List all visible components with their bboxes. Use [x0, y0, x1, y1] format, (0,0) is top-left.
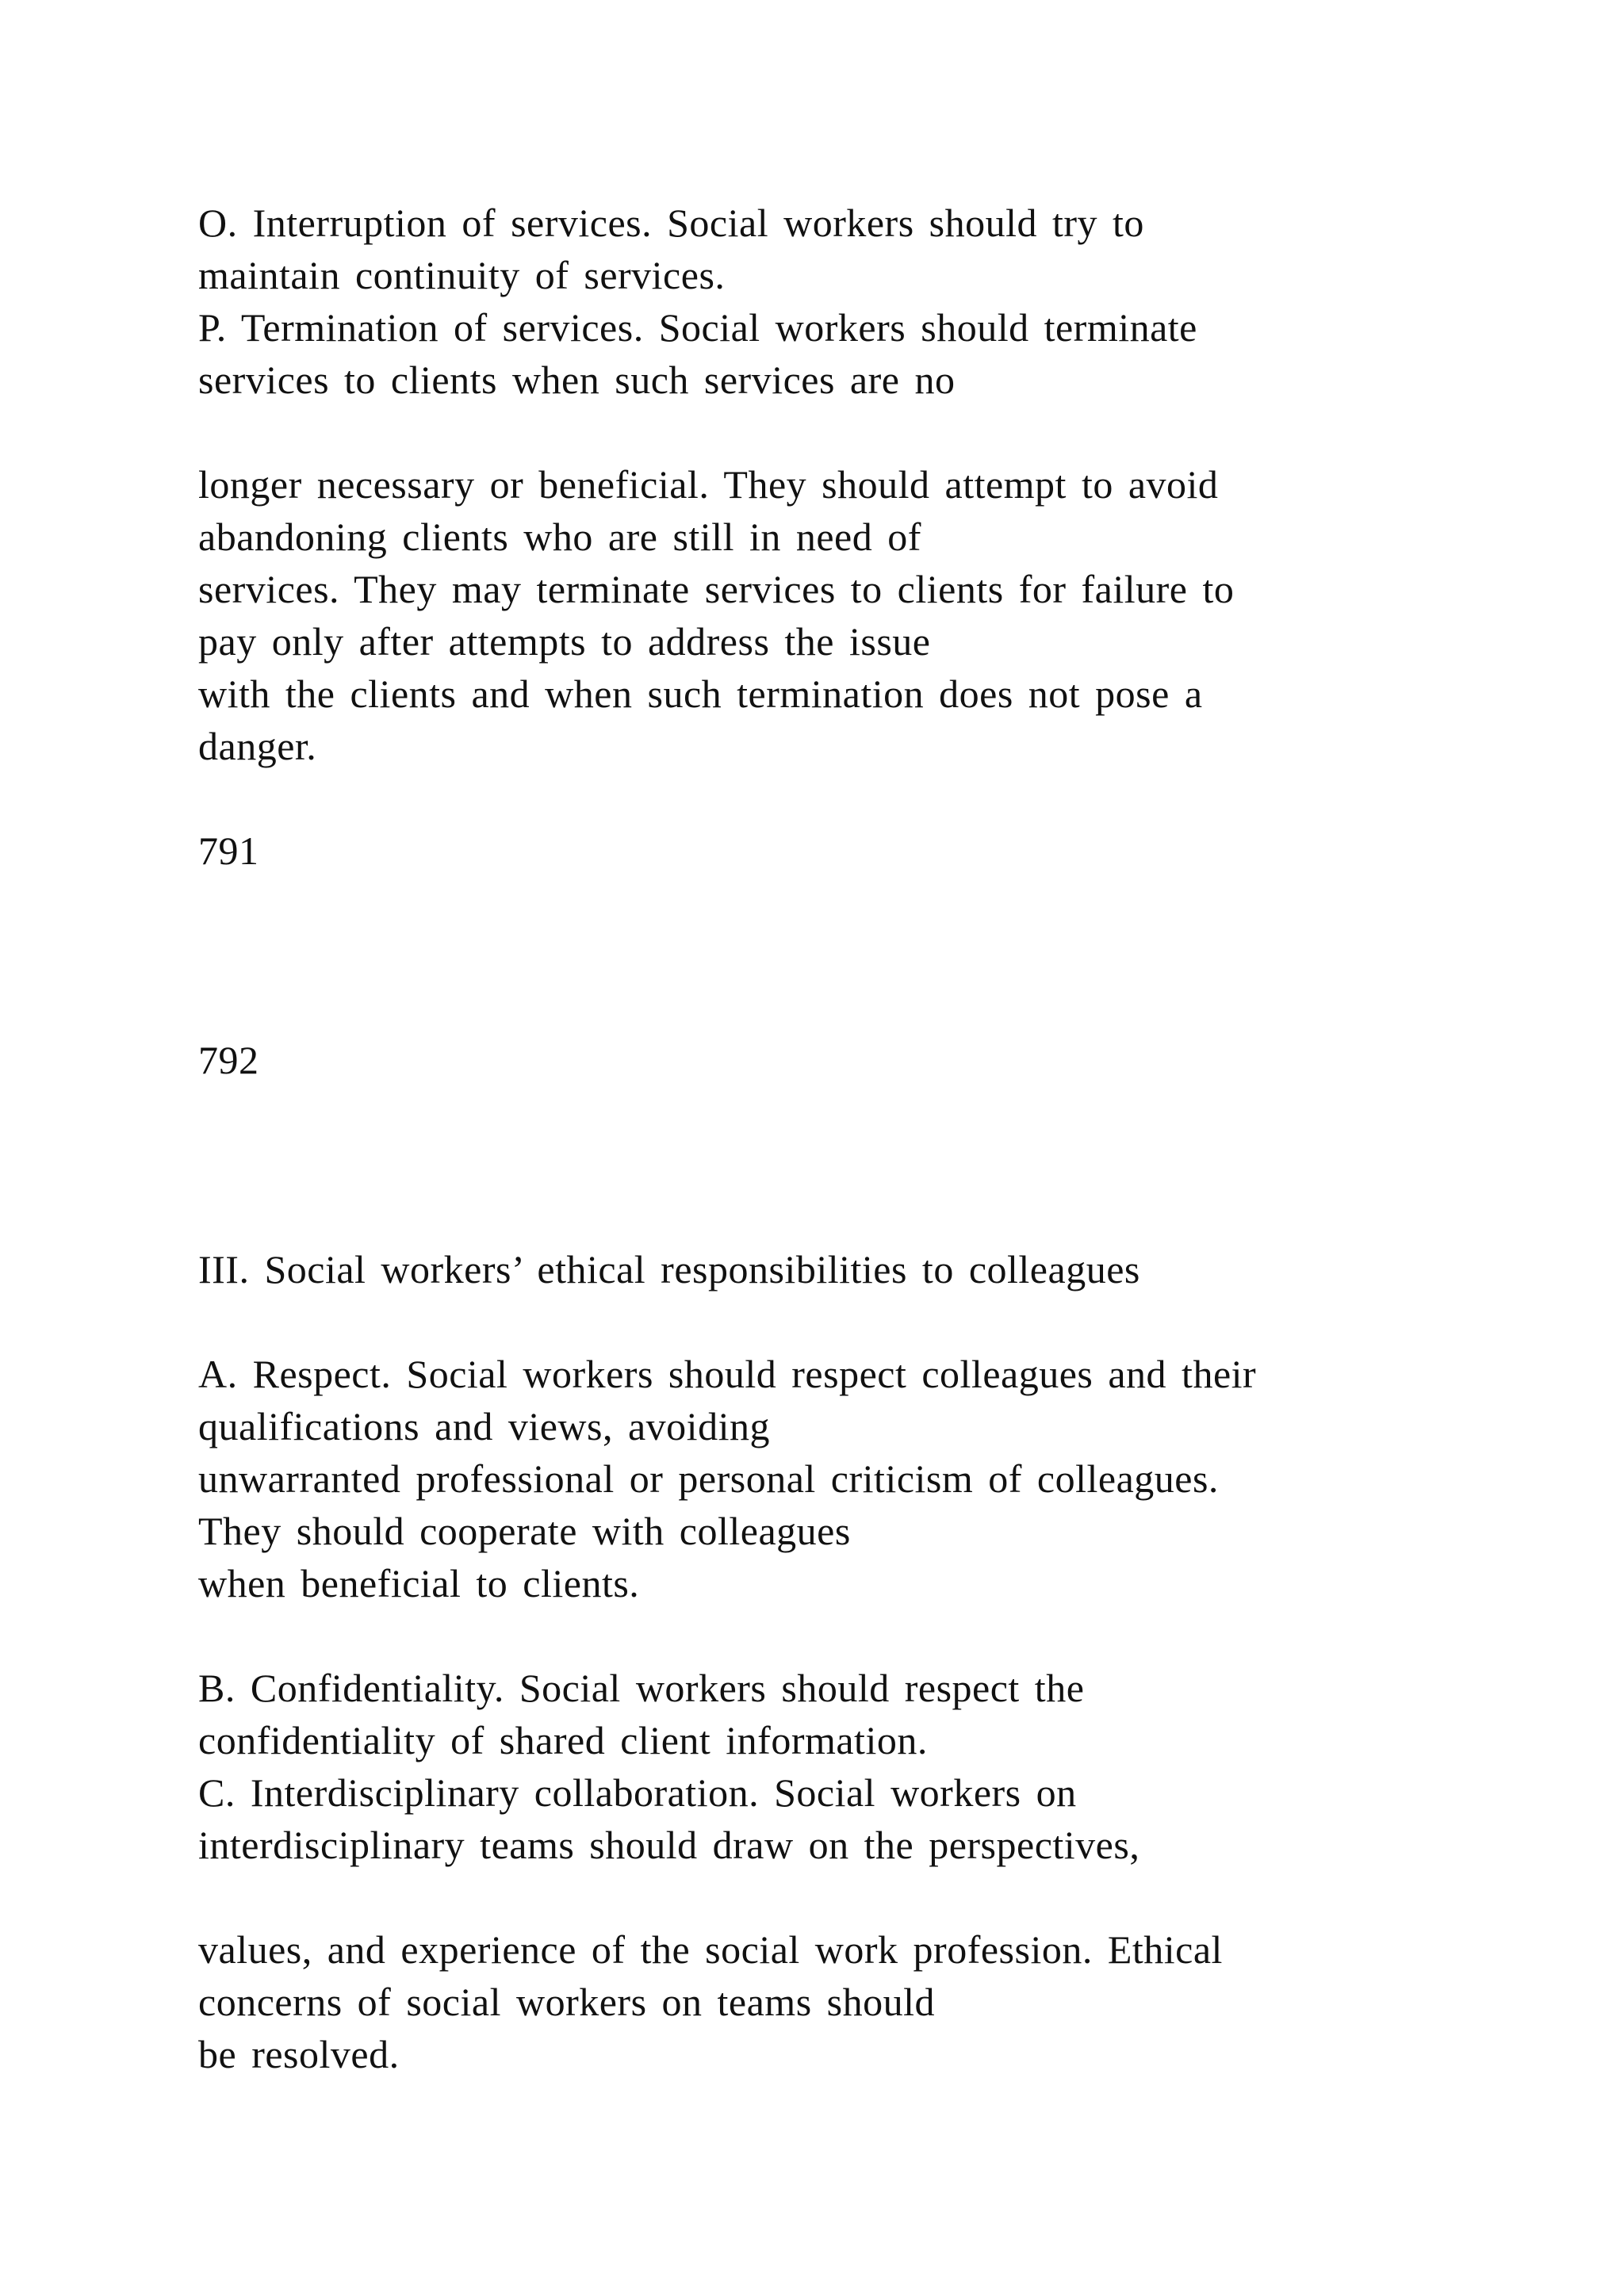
text-line: qualifications and views, avoiding: [198, 1404, 770, 1448]
text-line: unwarranted professional or personal criticism of colleagues.: [198, 1456, 1219, 1501]
text-line: maintain continuity of services.: [198, 253, 726, 297]
text-line: They should cooperate with colleagues: [198, 1509, 851, 1553]
text-line: danger.: [198, 724, 317, 768]
text-line: III. Social workers’ ethical responsibilities to colleagues: [198, 1247, 1140, 1292]
text-line: when beneficial to clients.: [198, 1561, 640, 1605]
page-break-gap: [198, 1086, 1546, 1243]
blank-line: [198, 1871, 1546, 1923]
text-line: O. Interruption of services. Social workers should try to: [198, 201, 1144, 245]
paragraph: [198, 1923, 1546, 2080]
blank-line: [198, 406, 1546, 458]
paragraph: [198, 197, 1546, 301]
section-heading: [198, 1243, 1546, 1295]
text-line: interdisciplinary teams should draw on the perspectives,: [198, 1823, 1140, 1867]
text-line: confidentiality of shared client information.: [198, 1718, 928, 1762]
text-line: B. Confidentiality. Social workers should respect the: [198, 1666, 1085, 1710]
text-line: longer necessary or beneficial. They should attempt to avoid: [198, 462, 1219, 507]
page-number: 792: [198, 1038, 259, 1082]
text-line: A. Respect. Social workers should respect colleagues and their: [198, 1352, 1257, 1396]
blank-line: [198, 772, 1546, 825]
paragraph: [198, 1662, 1546, 1766]
text-line: concerns of social workers on teams should: [198, 1980, 935, 2024]
page-break-gap: [198, 877, 1546, 1034]
paragraph: [198, 1766, 1546, 1871]
text-line: with the clients and when such termination does not pose a: [198, 672, 1203, 716]
text-line: pay only after attempts to address the issue: [198, 619, 931, 664]
text-line: services to clients when such services are no: [198, 358, 956, 402]
text-line: services. They may terminate services to clients for failure to: [198, 567, 1235, 611]
text-line: be resolved.: [198, 2032, 400, 2076]
text-line: P. Termination of services. Social workers should terminate: [198, 305, 1197, 350]
paragraph: [198, 301, 1546, 406]
text-line: C. Interdisciplinary collaboration. Social workers on: [198, 1770, 1077, 1815]
document-body: [198, 197, 1546, 2080]
blank-line: [198, 1609, 1546, 1662]
blank-line: [198, 1295, 1546, 1348]
paragraph: [198, 1348, 1546, 1609]
text-line: abandoning clients who are still in need of: [198, 515, 921, 559]
page-number: 791: [198, 828, 259, 873]
text-line: values, and experience of the social work profession. Ethical: [198, 1927, 1223, 1972]
paragraph: [198, 458, 1546, 772]
